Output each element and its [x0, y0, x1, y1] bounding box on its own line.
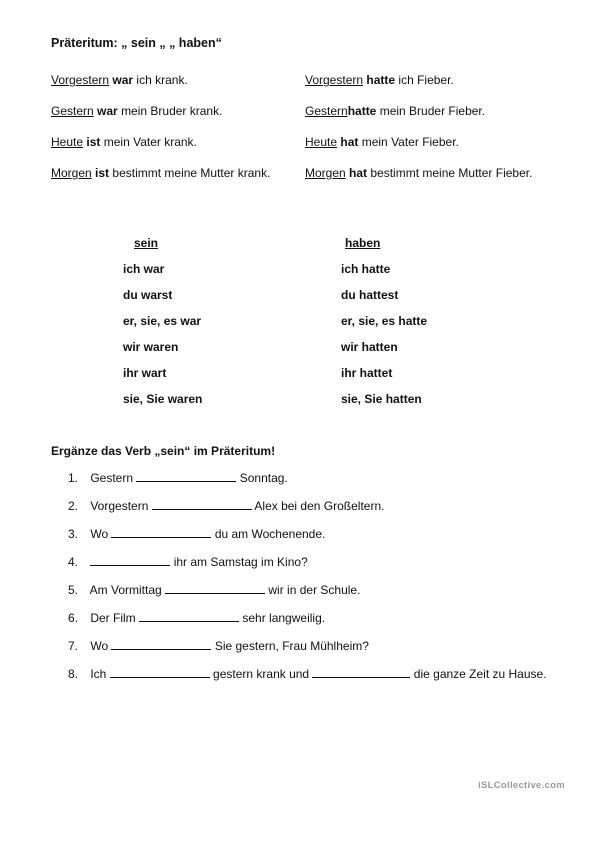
task-title: Ergänze das Verb „sein“ im Präteritum! [51, 444, 276, 458]
answer-blank[interactable] [110, 667, 210, 678]
exercise-number: 1. [68, 471, 79, 485]
sein-form: er, sie, es war [123, 314, 202, 328]
exercise-number: 7. [68, 639, 79, 653]
example-right-2 [305, 104, 485, 118]
adverb: Vorgestern [51, 73, 110, 87]
haben-form: wir hatten [341, 340, 398, 354]
worksheet-title: Präteritum: „ sein „ „ haben“ [51, 36, 222, 50]
exercise-after: Sie gestern, Frau Mühlheim? [214, 639, 369, 653]
answer-blank[interactable] [111, 639, 211, 650]
exercise-after: die ganze Zeit zu Hause. [413, 667, 547, 681]
verb: ist [86, 135, 101, 149]
exercise-before: Am Vormittag [89, 583, 162, 597]
answer-blank[interactable] [111, 527, 211, 538]
example-left-1 [51, 73, 188, 87]
example-right-4 [305, 166, 532, 180]
sein-form: sie, Sie waren [123, 392, 203, 406]
answer-blank[interactable] [136, 471, 236, 482]
haben-form: er, sie, es hatte [341, 314, 428, 328]
sein-form: wir waren [123, 340, 179, 354]
sentence-rest: mein Vater Fieber. [361, 135, 459, 149]
answer-blank[interactable] [90, 555, 170, 566]
sentence-rest: bestimmt meine Mutter krank. [112, 166, 271, 180]
verb: hat [349, 166, 368, 180]
watermark: iSLCollective.com [478, 780, 565, 791]
verb: hatte [366, 73, 396, 87]
answer-blank[interactable] [165, 583, 265, 594]
exercise-before: Ich [90, 667, 107, 681]
verb: hatte [347, 104, 377, 118]
verb: hat [340, 135, 359, 149]
haben-form: sie, Sie hatten [341, 392, 422, 406]
exercise-number: 5. [68, 583, 79, 597]
exercise-number: 6. [68, 611, 79, 625]
sentence-rest: mein Vater krank. [103, 135, 197, 149]
exercise-before: Wo [90, 639, 109, 653]
sein-form: du warst [123, 288, 173, 302]
haben-form: du hattest [341, 288, 399, 302]
exercise-after: Alex bei den Großeltern. [254, 499, 385, 513]
exercise-after: wir in der Schule. [268, 583, 361, 597]
exercise-8 [68, 667, 547, 681]
adverb: Morgen [305, 166, 346, 180]
example-left-3 [51, 135, 197, 149]
example-left-4 [51, 166, 270, 180]
haben-form: ihr hattet [341, 366, 393, 380]
exercise-before: Gestern [90, 471, 134, 485]
exercise-5 [68, 583, 360, 597]
exercise-after: Sonntag. [239, 471, 288, 485]
verb: war [112, 73, 134, 87]
sentence-rest: mein Bruder Fieber. [379, 104, 486, 118]
exercise-4 [68, 555, 308, 569]
sentence-rest: ich krank. [136, 73, 188, 87]
exercise-after: ihr am Samstag im Kino? [173, 555, 308, 569]
sentence-rest: mein Bruder krank. [121, 104, 223, 118]
exercise-6 [68, 611, 325, 625]
exercise-7 [68, 639, 369, 653]
sein-form: ihr wart [123, 366, 167, 380]
exercise-middle: gestern krank und [213, 667, 310, 681]
exercise-before: Wo [90, 527, 109, 541]
exercise-2 [68, 499, 384, 513]
adverb: Gestern [51, 104, 94, 118]
haben-header: haben [345, 236, 381, 250]
exercise-number: 2. [68, 499, 79, 513]
verb: war [97, 104, 118, 118]
haben-form: ich hatte [341, 262, 391, 276]
exercise-number: 4. [68, 555, 79, 569]
adverb: Heute [51, 135, 84, 149]
exercise-number: 3. [68, 527, 79, 541]
adverb: Vorgestern [305, 73, 364, 87]
sentence-rest: bestimmt meine Mutter Fieber. [370, 166, 533, 180]
answer-blank[interactable] [312, 667, 410, 678]
sein-header: sein [134, 236, 159, 250]
exercise-after: du am Wochenende. [214, 527, 326, 541]
verb: ist [95, 166, 110, 180]
example-right-3 [305, 135, 459, 149]
answer-blank[interactable] [139, 611, 239, 622]
exercise-before: Vorgestern [90, 499, 149, 513]
adverb: Heute [305, 135, 338, 149]
exercise-3 [68, 527, 325, 541]
exercise-1 [68, 471, 288, 485]
example-right-1 [305, 73, 454, 87]
exercise-after: sehr langweilig. [242, 611, 326, 625]
sein-form: ich war [123, 262, 165, 276]
example-left-2 [51, 104, 222, 118]
adverb: Morgen [51, 166, 92, 180]
adverb: Gestern [305, 104, 348, 118]
exercise-number: 8. [68, 667, 79, 681]
answer-blank[interactable] [152, 499, 252, 510]
sentence-rest: ich Fieber. [398, 73, 454, 87]
exercise-before: Der Film [90, 611, 136, 625]
